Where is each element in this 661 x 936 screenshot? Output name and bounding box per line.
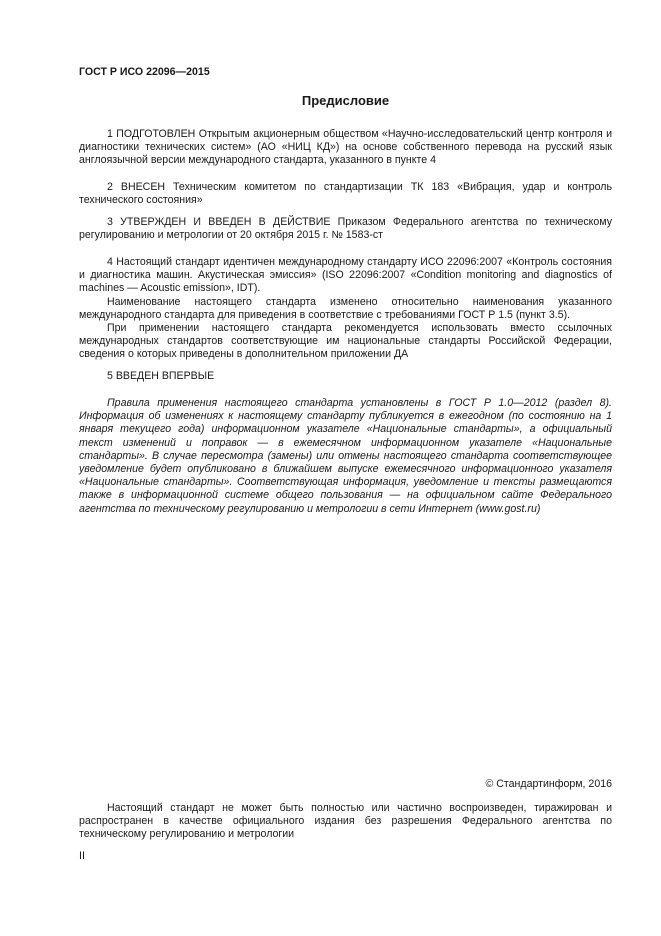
section-title: Предисловие bbox=[301, 93, 390, 108]
paragraph-4 bbox=[79, 256, 612, 362]
paragraph-4c-text: При применении настоящего стандарта рекомендуется использовать вместо ссылочных международных стандартов соответствующие им национальные стандарты Российской Федерации, сведения о которых приведены в дополнительном приложении ДА bbox=[79, 322, 612, 361]
rules-notice bbox=[79, 397, 612, 516]
paragraph-5-text: 5 ВВЕДЕН ВПЕРВЫЕ bbox=[107, 370, 215, 382]
paragraph-5 bbox=[79, 370, 612, 383]
page-number: II bbox=[79, 850, 85, 862]
copyright-line: © Стандартинформ, 2016 bbox=[485, 778, 612, 790]
paragraph-1 bbox=[79, 128, 612, 168]
paragraph-4a-text: 4 Настоящий стандарт идентичен международному стандарту ИСО 22096:2007 «Контроль состояния и диагностика машин. Акустическая эмиссия» (ISO 22096:2007 «Condition monitoring and diagnostics of machines — Acoustic emission», IDT). bbox=[79, 256, 612, 295]
paragraph-1-text: 1 ПОДГОТОВЛЕН Открытым акционерным обществом «Научно-исследовательский центр контроля и диагностики технических систем» (АО «НИЦ КД») на основе собственного перевода на русский язык англоязычной версии международного стандарта, указанного в пункте 4 bbox=[79, 128, 612, 167]
rules-notice-text: Правила применения настоящего стандарта установлены в ГОСТ Р 1.0—2012 (раздел 8). Информация об изменениях к настоящему стандарту публикуется в ежегодном (по состоянию на 1 января текущего года) информационном указателе «Национальные стандарты», а официальный текст изменений и поправок — в ежемесячном информационном указателе «Национальные стандарты». В случае пересмотра (замены) или отмены настоящего стандарта соответствующее уведомление будет опубликовано в ближайшем выпуске ежемесячного информационного указателя «Национальные стандарты». Соответствующая информация, уведомление и тексты размещаются также в информационной системе общего пользования — на официальном сайте Федерального агентства по техническому регулированию и метрологии в сети Интернет (www.gost.ru) bbox=[79, 397, 612, 515]
reproduction-notice bbox=[79, 802, 612, 842]
paragraph-4b-text: Наименование настоящего стандарта изменено относительно наименования указанного международного стандарта для приведения в соответствие с требованиями ГОСТ Р 1.5 (пункт 3.5). bbox=[79, 295, 612, 321]
paragraph-2-text: 2 ВНЕСЕН Техническим комитетом по стандартизации ТК 183 «Вибрация, удар и контроль технического состояния» bbox=[79, 181, 612, 207]
document-code: ГОСТ Р ИСО 22096—2015 bbox=[79, 66, 210, 78]
paragraph-3 bbox=[79, 216, 612, 242]
paragraph-2 bbox=[79, 181, 612, 207]
reproduction-notice-text: Настоящий стандарт не может быть полностью или частично воспроизведен, тиражирован и распространен в качестве официального издания без разрешения Федерального агентства по техническому регулированию и метрологии bbox=[79, 802, 612, 841]
paragraph-3-text: 3 УТВЕРЖДЕН И ВВЕДЕН В ДЕЙСТВИЕ Приказом Федерального агентства по техническому регулированию и метрологии от 20 октября 2015 г. № 1583-ст bbox=[79, 216, 612, 242]
